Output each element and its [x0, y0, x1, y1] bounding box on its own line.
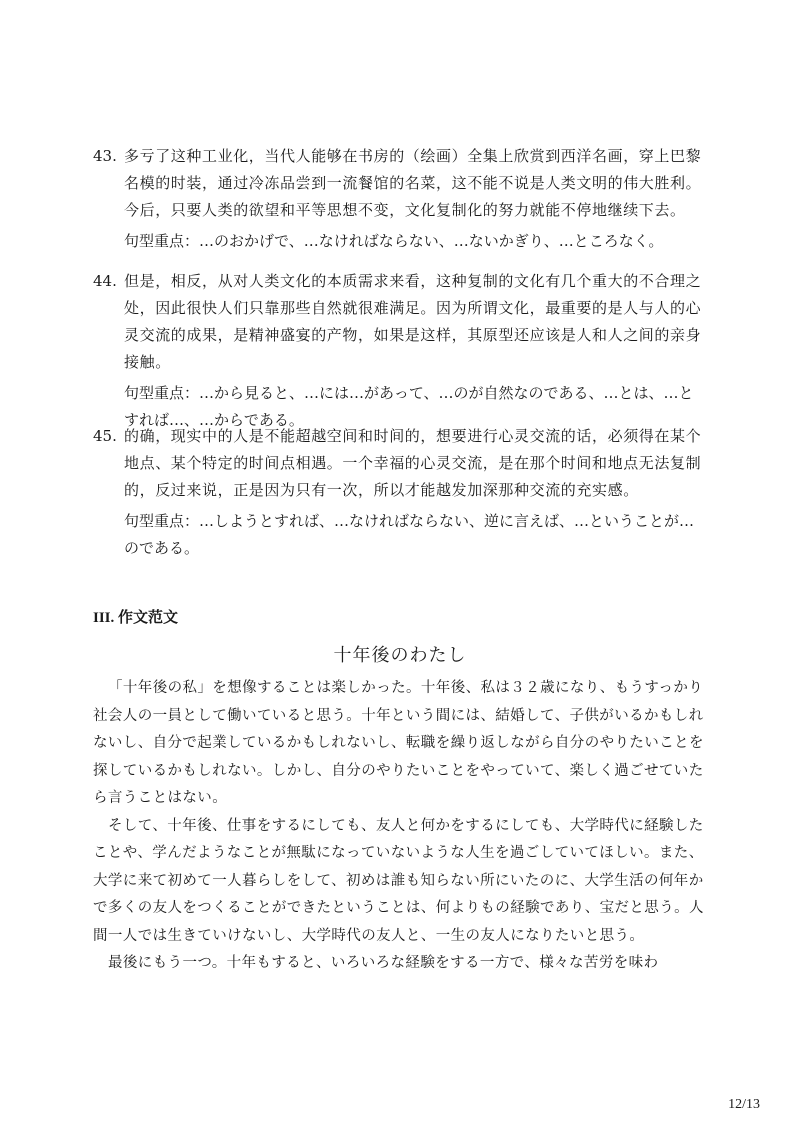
item-number: 43. — [93, 147, 117, 165]
essay-paragraph: 最後にもう一つ。十年もすると、いろいろな経験をする一方で、様々な苦労を味わ — [108, 955, 659, 971]
translation-item — [93, 143, 703, 255]
item-number: 44. — [93, 272, 117, 290]
item-text: 但是，相反，从对人类文化的本质需求来看，这种复制的文化有几个重大的不合理之处，因此很快人们只靠那些自然就很难满足。因为所谓文化，最重要的是人与人的心灵交流的成果，是精神盛宴的产物，如果是这样，其原型还应该是人和人之间的亲身接触。 — [124, 272, 702, 371]
essay-paragraph: 「十年後の私」を想像することは楽しかった。十年後、私は３２歳になり、もうすっかり社会人の一員として働いていると思う。十年という間には、結婚して、子供がいるかもしれないし、自分で起業しているかもしれないし、転職を繰り返しながら自分のやりたいことを探しているかもしれない。しかし、自分のやりたいことをやっていて、楽しく過ごせていたら言うことはない。 — [93, 680, 704, 806]
item-number: 45. — [93, 427, 117, 445]
essay-title: 十年後のわたし — [333, 645, 467, 666]
essay-paragraph: そして、十年後、仕事をするにしても、友人と何かをするにしても、大学時代に経験したことや、学んだようなことが無駄になっていないような人生を過ごしていてほしい。また、大学に来て初めて一人暮らしをして、初めは誰も知らない所にいたのに、大学生活の何年かで多くの友人をつくることができたということは、何よりもの経験であり、宝だと思う。人間一人では生きていけないし、大学時代の友人と、一生の友人になりたいと思う。 — [93, 817, 704, 944]
item-text: 的确，现实中的人是不能超越空间和时间的，想要进行心灵交流的话，必须得在某个地点、某个特定的时间点相遇。一个幸福的心灵交流，是在那个时间和地点无法复制的，反过来说，正是因为只有一次，所以才能越发加深那种交流的充实感。 — [124, 427, 702, 499]
sentence-pattern: 句型重点：…から見ると、…には…があって、…のが自然なのである、…とは、…とすれば…、…からである。 — [124, 384, 694, 429]
section-heading: III. 作文范文 — [93, 610, 179, 626]
item-text: 多亏了这种工业化，当代人能够在书房的（绘画）全集上欣赏到西洋名画，穿上巴黎名模的时装，通过冷冻品尝到一流餐馆的名菜，这不能不说是人类文明的伟大胜利。今后，只要人类的欲望和平等思想不变，文化复制化的努力就能不停地继续下去。 — [124, 147, 702, 219]
page-number: 12/13 — [728, 1097, 760, 1112]
essay-body — [93, 675, 708, 978]
translation-item — [93, 423, 703, 562]
sentence-pattern: 句型重点：…しようとすれば、…なければならない、逆に言えば、…ということが…のである。 — [124, 512, 695, 557]
sentence-pattern: 句型重点：…のおかげで、…なければならない、…ないかぎり、…ところなく。 — [124, 232, 664, 250]
translation-item — [93, 268, 703, 434]
